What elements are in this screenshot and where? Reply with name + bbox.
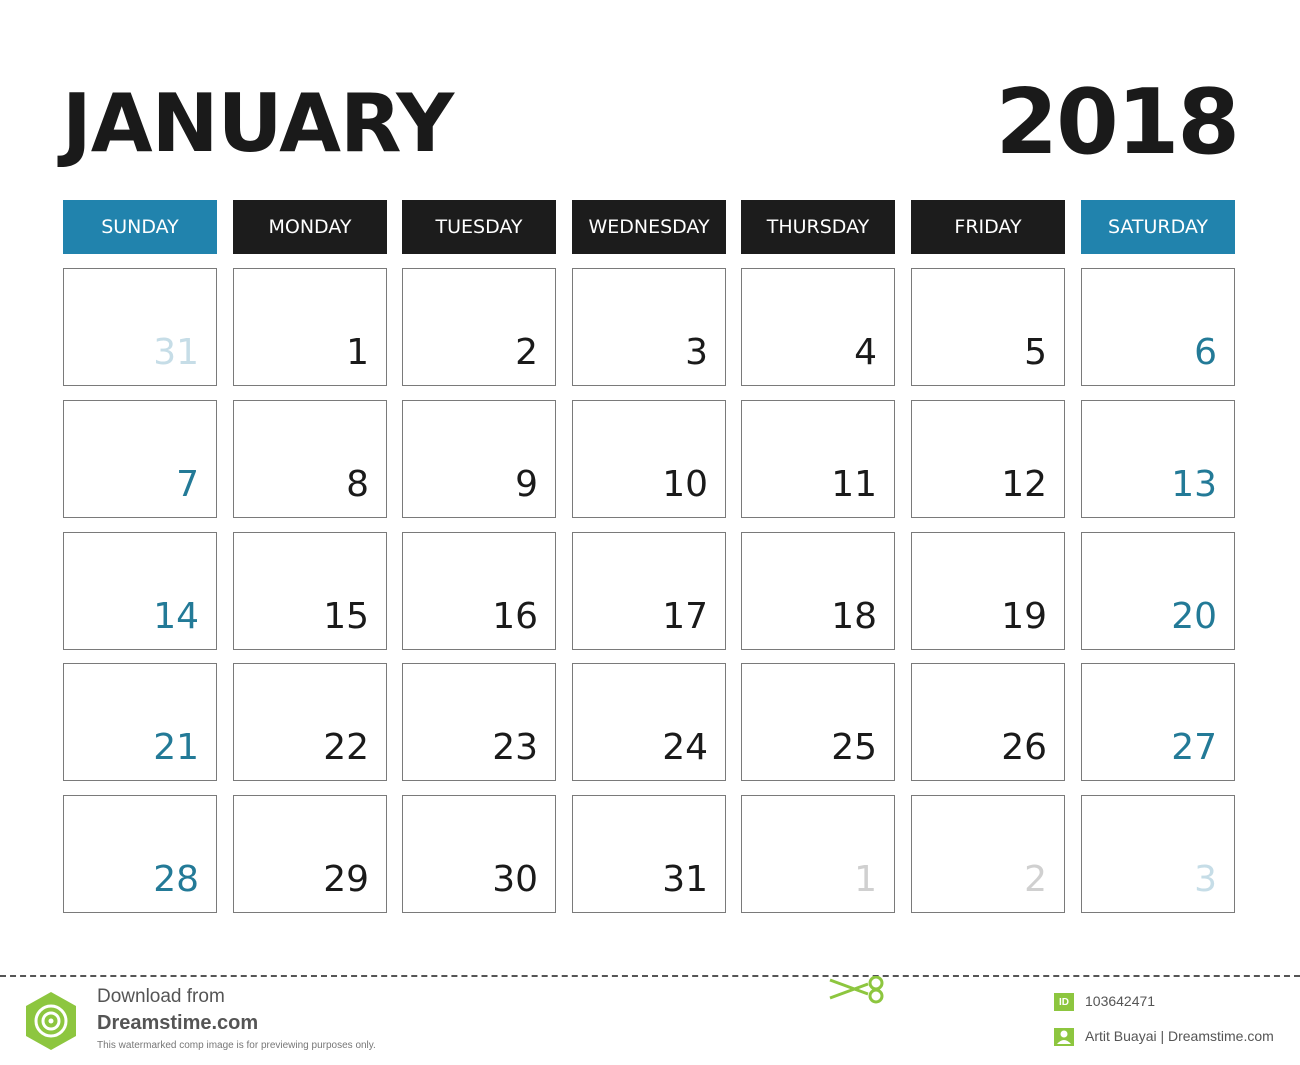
- day-number: 26: [1001, 727, 1047, 768]
- day-cell[interactable]: [402, 532, 556, 650]
- day-cell[interactable]: [911, 795, 1065, 913]
- day-cell[interactable]: [402, 795, 556, 913]
- day-cell[interactable]: [741, 400, 895, 518]
- weekday-header-monday: MONDAY: [233, 200, 387, 254]
- day-cell[interactable]: [911, 532, 1065, 650]
- day-number: 9: [515, 464, 538, 505]
- weekday-header-tuesday: TUESDAY: [402, 200, 556, 254]
- image-id: 103642471: [1085, 993, 1156, 1009]
- day-number: 2: [1024, 859, 1047, 900]
- id-badge-icon: ID: [1054, 993, 1074, 1011]
- author-credit: Artit Buayai | Dreamstime.com: [1085, 1028, 1274, 1044]
- day-cell[interactable]: [911, 400, 1065, 518]
- scissors-icon: [828, 976, 890, 1004]
- day-cell[interactable]: [233, 400, 387, 518]
- day-number: 25: [831, 727, 877, 768]
- day-number: 2: [515, 332, 538, 373]
- weekday-header-saturday: SATURDAY: [1081, 200, 1235, 254]
- day-cell[interactable]: [1081, 532, 1235, 650]
- day-number: 31: [153, 332, 199, 373]
- day-number: 14: [153, 596, 199, 637]
- day-cell[interactable]: [572, 532, 726, 650]
- day-number: 19: [1001, 596, 1047, 637]
- weekday-header-wednesday: WEDNESDAY: [572, 200, 726, 254]
- day-number: 6: [1194, 332, 1217, 373]
- day-cell[interactable]: [741, 663, 895, 781]
- day-number: 5: [1024, 332, 1047, 373]
- day-number: 10: [662, 464, 708, 505]
- day-number: 22: [323, 727, 369, 768]
- watermark-notice: This watermarked comp image is for previewing purposes only.: [97, 1040, 376, 1051]
- day-number: 21: [153, 727, 199, 768]
- day-number: 30: [492, 859, 538, 900]
- day-cell[interactable]: [402, 268, 556, 386]
- day-cell[interactable]: [402, 400, 556, 518]
- day-cell[interactable]: [911, 268, 1065, 386]
- day-number: 7: [176, 464, 199, 505]
- year-title: 2018: [995, 70, 1238, 175]
- weekday-header-friday: FRIDAY: [911, 200, 1065, 254]
- day-number: 24: [662, 727, 708, 768]
- day-cell[interactable]: [402, 663, 556, 781]
- day-cell[interactable]: [1081, 268, 1235, 386]
- day-cell[interactable]: [572, 795, 726, 913]
- day-number: 3: [1194, 859, 1217, 900]
- day-cell[interactable]: [63, 663, 217, 781]
- weekday-header-sunday: SUNDAY: [63, 200, 217, 254]
- day-cell[interactable]: [741, 268, 895, 386]
- weekday-header-thursday: THURSDAY: [741, 200, 895, 254]
- month-title: JANUARY: [62, 77, 454, 170]
- day-number: 3: [685, 332, 708, 373]
- day-number: 1: [854, 859, 877, 900]
- day-number: 1: [346, 332, 369, 373]
- day-number: 13: [1171, 464, 1217, 505]
- day-cell[interactable]: [233, 663, 387, 781]
- day-number: 20: [1171, 596, 1217, 637]
- site-name: Dreamstime.com: [97, 1012, 259, 1034]
- day-cell[interactable]: [63, 268, 217, 386]
- day-number: 16: [492, 596, 538, 637]
- dreamstime-logo-icon: [20, 990, 82, 1052]
- day-number: 29: [323, 859, 369, 900]
- day-cell[interactable]: [1081, 400, 1235, 518]
- day-number: 23: [492, 727, 538, 768]
- day-cell[interactable]: [233, 532, 387, 650]
- day-cell[interactable]: [911, 663, 1065, 781]
- day-number: 12: [1001, 464, 1047, 505]
- day-cell[interactable]: [1081, 795, 1235, 913]
- day-cell[interactable]: [63, 795, 217, 913]
- day-number: 8: [346, 464, 369, 505]
- day-cell[interactable]: [741, 795, 895, 913]
- day-cell[interactable]: [233, 795, 387, 913]
- download-label: Download from: [97, 986, 225, 1007]
- dashed-cut-line: [0, 975, 1300, 977]
- user-badge-icon: [1054, 1028, 1074, 1046]
- day-cell[interactable]: [572, 663, 726, 781]
- day-number: 28: [153, 859, 199, 900]
- day-number: 15: [323, 596, 369, 637]
- day-number: 27: [1171, 727, 1217, 768]
- day-cell[interactable]: [572, 400, 726, 518]
- day-cell[interactable]: [63, 532, 217, 650]
- day-cell[interactable]: [741, 532, 895, 650]
- day-number: 18: [831, 596, 877, 637]
- day-cell[interactable]: [1081, 663, 1235, 781]
- day-cell[interactable]: [233, 268, 387, 386]
- day-number: 17: [662, 596, 708, 637]
- day-number: 31: [662, 859, 708, 900]
- day-number: 4: [854, 332, 877, 373]
- watermark-footer: [0, 972, 1300, 1065]
- day-cell[interactable]: [572, 268, 726, 386]
- day-cell[interactable]: [63, 400, 217, 518]
- day-number: 11: [831, 464, 877, 505]
